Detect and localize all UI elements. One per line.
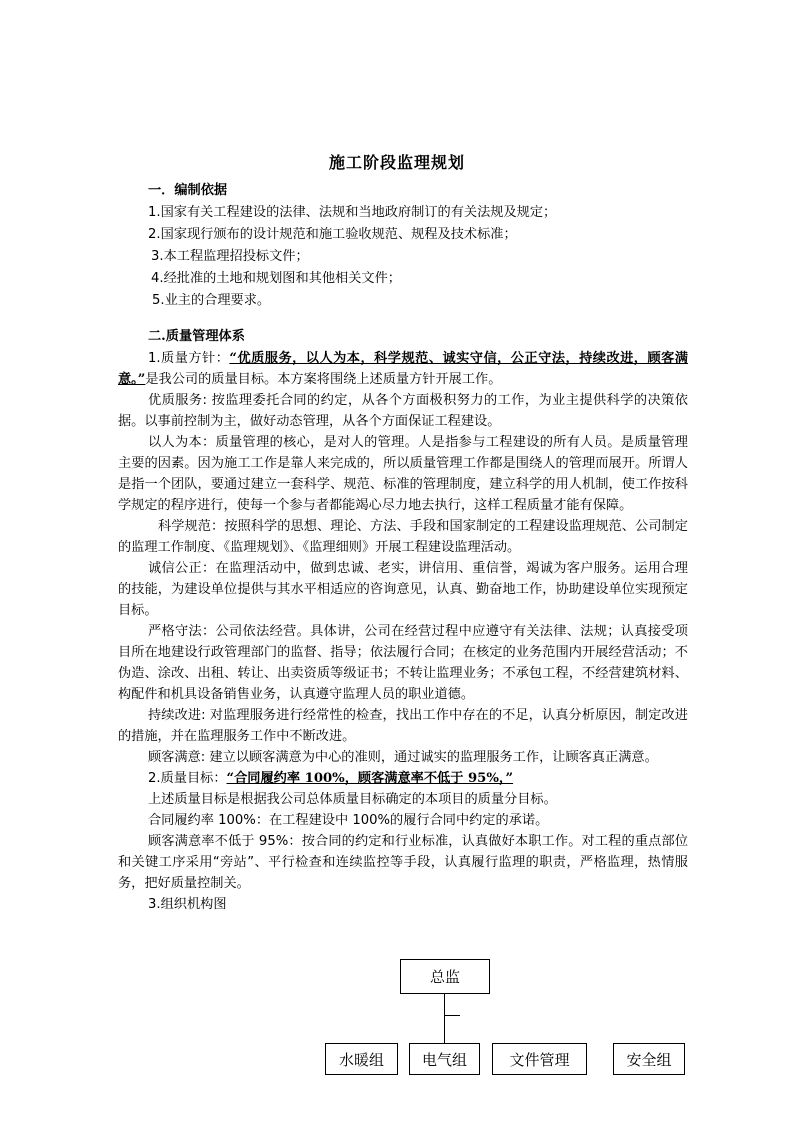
org-box-chief-supervisor: 总监 (400, 959, 490, 994)
quality-policy-suffix: 是我公司的质量目标。本方案将围绕上述质量方针开展工作。 (145, 372, 502, 387)
paragraph-customer-satisfaction: 顾客满意: 建立以顾客满意为中心的准则，通过诚实的监理服务工作，让顾客真正满意。 (148, 750, 658, 765)
quality-goal-statement: “合同履约率 100%，顾客满意率不低于 95%，” (226, 771, 514, 786)
paragraph-scientific-standard: 科学规范：按照科学的思想、理论、方法、手段和国家制定的工程建设监理规范、公司制定的监理工作制度、《监理规划》、《监理细则》开展工程建设监理活动。 (118, 519, 688, 555)
basis-item-1: 1.国家有关工程建设的法律、法规和当地政府制订的有关法规及规定； (148, 205, 557, 220)
paragraph-continuous-improvement: 持续改进: 对监理服务进行经常性的检查，找出工作中存在的不足，认真分析原因，制定改进的措施，并在监理服务工作中不断改进。 (118, 708, 688, 744)
quality-goal-prefix: 2.质量目标： (148, 771, 227, 786)
goal-line-1: 上述质量目标是根据我公司总体质量目标确定的本项目的质量分目标。 (148, 792, 557, 807)
paragraph-quality-service: 优质服务: 按监理委托合同的约定，从各个方面极积努力的工作，为业主提供科学的决策依据。以事前控制为主，做好动态管理，从各个方面保证工程建设。 (118, 393, 688, 429)
basis-item-5: 5.业主的合理要求。 (152, 293, 271, 308)
org-box-document-management: 文件管理 (492, 1043, 587, 1075)
section-heading-quality: 二.质量管理体系 (148, 329, 245, 344)
org-connector-vertical (444, 994, 445, 1043)
paragraph-people-oriented: 以人为本：质量管理的核心，是对人的管理。人是指参与工程建设的所有人员。是质量管理主要的因素。因为施工工作是靠人来完成的，所以质量管理工作都是围绕人的管理而展开。所谓人是指一个团队，要通过建立一套科学、规范、标准的管理制度，建立科学的用人机制，使工作按科学规定的程序进行，使每一个参与者都能竭心尽力地去执行，这样工程质量才能有保障。 (118, 435, 688, 513)
paragraph-integrity: 诚信公正：在监理活动中，做到忠诚、老实，讲信用、重信誉，竭诚为客户服务。运用合理的技能，为建设单位提供与其水平相适应的咨询意见，认真、勤奋地工作，协助建设单位实现预定目标。 (118, 561, 688, 618)
basis-item-3: 3.本工程监理招投标文件； (151, 249, 309, 264)
section-heading-basis: 一．编制依据 (148, 183, 228, 198)
satisfaction-paragraph: 顾客满意率不低于 95%：按合同的约定和行业标准，认真做好本职工作。对工程的重点部位和关键工序采用“旁站”、平行检查和连续监控等手段，认真履行监理的职责，严格监理，热情服务，把好质量控制关。 (118, 834, 688, 891)
org-box-plumbing-group: 水暖组 (325, 1043, 398, 1075)
org-box-electrical-group: 电气组 (409, 1043, 480, 1075)
page-title: 施工阶段监理规划 (328, 153, 465, 172)
paragraph-law-abiding: 严格守法：公司依法经营。具体讲，公司在经营过程中应遵守有关法律、法规；认真接受项目所在地建设行政管理部门的监督、指导；依法履行合同；在核定的业务范围内开展经营活动；不伪造、涂改、出租、转让、出卖资质等级证书；不转让监理业务；不承包工程，不经营建筑材料、构配件和机具设备销售业务，认真遵守监理人员的职业道德。 (118, 624, 688, 702)
quality-policy-statement: “优质服务，以人为本，科学规范、诚实守信，公正守法，持续改进，顾客满意。” (118, 351, 688, 387)
goal-line-2: 合同履约率 100%：在工程建设中 100%的履行合同中约定的承诺。 (148, 813, 549, 828)
org-connector-stub (444, 1015, 460, 1016)
basis-item-2: 2.国家现行颁布的设计规范和施工验收规范、规程及技术标准； (148, 227, 517, 242)
org-box-safety-group: 安全组 (613, 1043, 685, 1075)
basis-item-4: 4.经批准的土地和规划图和其他相关文件； (151, 271, 401, 286)
org-chart-heading: 3.组织机构图 (148, 897, 227, 912)
quality-policy-prefix: 1.质量方针： (148, 351, 230, 366)
